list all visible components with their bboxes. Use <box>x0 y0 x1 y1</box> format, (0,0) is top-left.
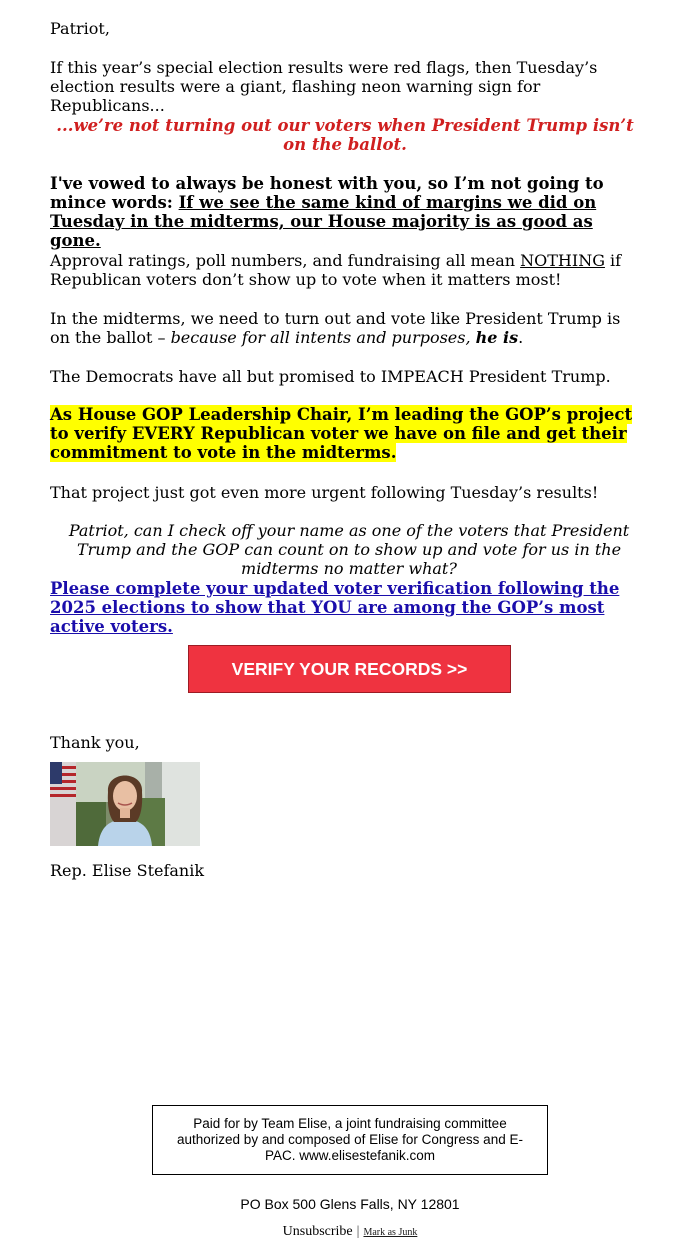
unsubscribe-row <box>0 1224 700 1240</box>
approval-paragraph <box>50 251 640 289</box>
honesty-paragraph <box>50 174 640 250</box>
mailing-address: PO Box 500 Glens Falls, NY 12801 <box>240 1196 460 1212</box>
mark-as-junk-link[interactable]: Mark as Junk <box>363 1227 418 1238</box>
urgent-paragraph: That project just got even more urgent following Tuesday’s results! <box>50 483 599 502</box>
cta-wrapper <box>188 645 511 693</box>
democrats-paragraph: The Democrats have all but promised to IMPEACH President Trump. <box>50 367 611 386</box>
midterms-start: In the midterms, we need to turn out and vote like President Trump is on the ballot – <box>50 309 621 347</box>
verification-link[interactable]: Please complete your updated voter verification following the 2025 elections to show that YOU are among the GOP’s most active voters. <box>50 579 620 636</box>
midterms-italic: because for all intents and purposes, <box>170 328 476 347</box>
intro-paragraph: If this year’s special election results were red flags, then Tuesday’s election results were a giant, flashing neon warning sign for Republicans... <box>50 58 598 115</box>
footer-separator: | <box>356 1224 360 1239</box>
question-paragraph: Patriot, can I check off your name as one of the voters that President Trump and the GOP can count on to show up and vote for us in the midterms no matter what? <box>68 521 630 578</box>
greeting: Patriot, <box>50 19 110 38</box>
verification-link-paragraph <box>50 579 640 636</box>
signature-name: Rep. Elise Stefanik <box>50 861 205 880</box>
approval-start: Approval ratings, poll numbers, and fundraising all mean <box>50 251 521 270</box>
paid-for-disclaimer: Paid for by Team Elise, a joint fundraising committee authorized by and composed of Elise for Congress and E-PAC. www.elisestefanik.com <box>152 1105 548 1175</box>
thanks-line: Thank you, <box>50 733 140 752</box>
signature-photo <box>50 762 200 846</box>
approval-end: if Republican voters don’t show up to vote when it matters most! <box>50 251 622 289</box>
unsubscribe-link[interactable]: Unsubscribe <box>282 1224 353 1239</box>
he-is-emphasis: he is <box>475 328 519 347</box>
margins-warning: If we see the same kind of margins we did on Tuesday in the midterms, our House majority is as good as gone. <box>50 193 597 250</box>
honesty-lead: I've vowed to always be honest with you, so I’m not going to mince words: <box>50 174 604 212</box>
verify-records-button[interactable]: VERIFY YOUR RECORDS >> <box>188 645 511 693</box>
leadership-paragraph <box>50 405 650 462</box>
nothing-emphasis: NOTHING <box>520 251 605 270</box>
red-callout: ...we’re not turning out our voters when President Trump isn’t on the ballot. <box>56 116 634 154</box>
midterms-end: . <box>518 328 524 347</box>
midterms-paragraph <box>50 309 640 347</box>
leadership-highlight: As House GOP Leadership Chair, I’m leading the GOP’s project to verify EVERY Republican voter we have on file and get their commitment to vote in the midterms. <box>50 405 633 462</box>
